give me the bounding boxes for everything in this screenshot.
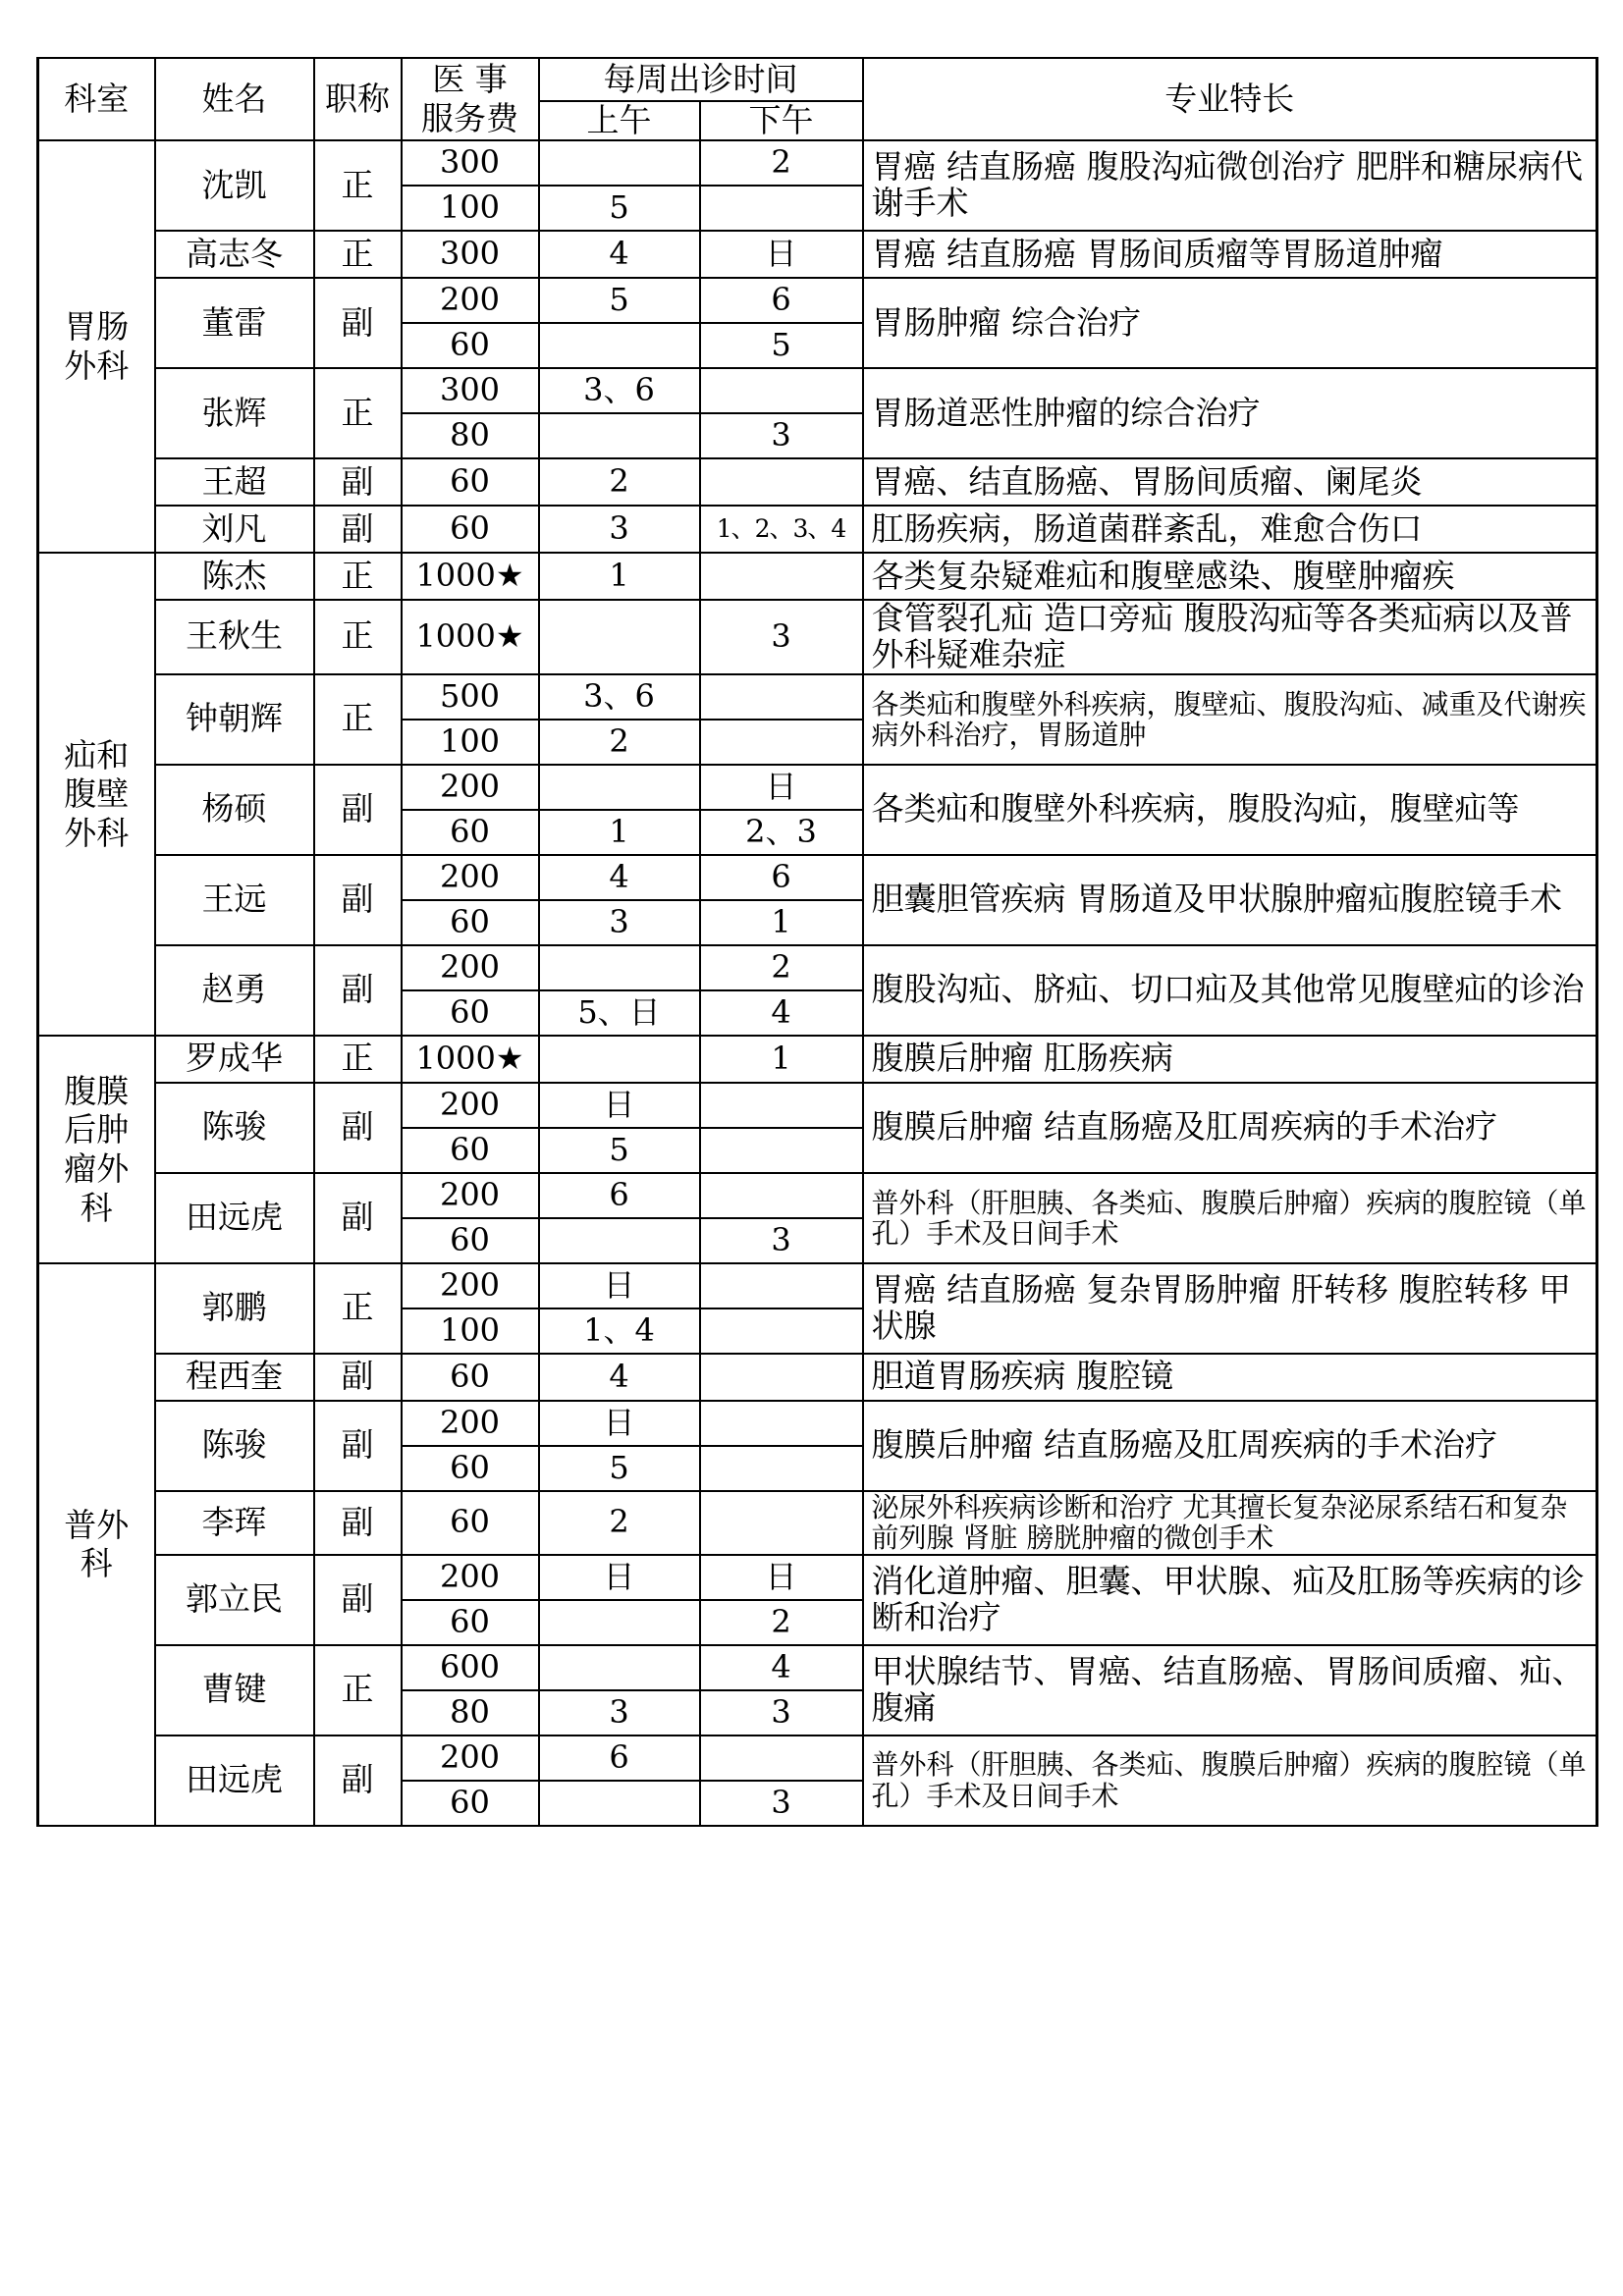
doctor-specialty: 胃癌 结直肠癌 复杂胃肠肿瘤 肝转移 腹腔转移 甲状腺: [863, 1263, 1597, 1354]
service-fee: 300: [402, 368, 539, 413]
doctor-name: 王超: [155, 458, 314, 506]
header-row-1: [38, 58, 1597, 101]
table-row: [38, 1491, 1597, 1555]
morning-days: 3: [539, 900, 700, 945]
clinic-schedule-table: [36, 57, 1598, 1827]
table-row: [38, 231, 1597, 278]
doctor-title: 正: [314, 231, 402, 278]
service-fee: 60: [402, 810, 539, 855]
doctor-specialty: 腹股沟疝、脐疝、切口疝及其他常见腹壁疝的诊治: [863, 945, 1597, 1036]
doctor-name: 杨硕: [155, 765, 314, 855]
doctor-name: 陈杰: [155, 553, 314, 600]
morning-days: 6: [539, 1735, 700, 1781]
header-specialty: 专业特长: [863, 58, 1597, 140]
service-fee: 200: [402, 765, 539, 810]
morning-days: [539, 1218, 700, 1263]
table-row: [38, 1555, 1597, 1600]
doctor-name: 曹键: [155, 1645, 314, 1735]
afternoon-days: 5: [700, 323, 863, 368]
morning-days: 4: [539, 1354, 700, 1401]
afternoon-days: 3: [700, 600, 863, 674]
doctor-title: 副: [314, 1083, 402, 1173]
doctor-specialty: 食管裂孔疝 造口旁疝 腹股沟疝等各类疝病以及普外科疑难杂症: [863, 600, 1597, 674]
morning-days: [539, 413, 700, 458]
service-fee: 80: [402, 1690, 539, 1735]
morning-days: [539, 945, 700, 990]
afternoon-days: [700, 1491, 863, 1555]
doctor-title: 副: [314, 1491, 402, 1555]
table-row: [38, 855, 1597, 900]
doctor-specialty: 各类复杂疑难疝和腹壁感染、腹壁肿瘤疾: [863, 553, 1597, 600]
service-fee: 200: [402, 1263, 539, 1308]
service-fee: 60: [402, 1600, 539, 1645]
doctor-name: 李珲: [155, 1491, 314, 1555]
department-name: 疝和 腹壁 外科: [38, 553, 155, 1036]
morning-days: [539, 1600, 700, 1645]
table-row: [38, 600, 1597, 674]
morning-days: 3: [539, 506, 700, 553]
doctor-title: 副: [314, 278, 402, 368]
afternoon-days: 日: [700, 1555, 863, 1600]
service-fee: 200: [402, 1401, 539, 1446]
morning-days: 4: [539, 855, 700, 900]
morning-days: 5、日: [539, 990, 700, 1036]
doctor-specialty: 腹膜后肿瘤 结直肠癌及肛周疾病的手术治疗: [863, 1083, 1597, 1173]
doctor-title: 正: [314, 1263, 402, 1354]
afternoon-days: [700, 1308, 863, 1354]
doctor-title: 副: [314, 1173, 402, 1263]
afternoon-days: [700, 674, 863, 720]
doctor-name: 田远虎: [155, 1173, 314, 1263]
doctor-name: 王远: [155, 855, 314, 945]
service-fee: 200: [402, 945, 539, 990]
afternoon-days: [700, 553, 863, 600]
service-fee: 60: [402, 1128, 539, 1173]
doctor-title: 副: [314, 1401, 402, 1491]
morning-days: [539, 323, 700, 368]
morning-days: 4: [539, 231, 700, 278]
doctor-title: 副: [314, 945, 402, 1036]
department-name: 普外 科: [38, 1263, 155, 1826]
doctor-specialty: 胃癌 结直肠癌 腹股沟疝微创治疗 肥胖和糖尿病代谢手术: [863, 140, 1597, 231]
doctor-name: 沈凯: [155, 140, 314, 231]
morning-days: 6: [539, 1173, 700, 1218]
afternoon-days: [700, 1083, 863, 1128]
morning-days: 3、6: [539, 674, 700, 720]
table-row: [38, 458, 1597, 506]
doctor-title: 副: [314, 506, 402, 553]
morning-days: 1: [539, 553, 700, 600]
doctor-title: 正: [314, 600, 402, 674]
service-fee: 200: [402, 1173, 539, 1218]
morning-days: 1: [539, 810, 700, 855]
service-fee: 60: [402, 323, 539, 368]
table-row: [38, 1645, 1597, 1690]
doctor-title: 副: [314, 1354, 402, 1401]
header-title: 职称: [314, 58, 402, 140]
header-weekly-hours: 每周出诊时间: [539, 58, 863, 101]
afternoon-days: [700, 368, 863, 413]
department-name: 腹膜 后肿 瘤外 科: [38, 1036, 155, 1263]
doctor-specialty: 各类疝和腹壁外科疾病，腹壁疝、腹股沟疝、减重及代谢疾病外科治疗，胃肠道肿: [863, 674, 1597, 765]
morning-days: 2: [539, 458, 700, 506]
afternoon-days: 1、2、3、4: [700, 506, 863, 553]
doctor-name: 罗成华: [155, 1036, 314, 1083]
service-fee: 60: [402, 1354, 539, 1401]
service-fee: 60: [402, 1446, 539, 1491]
service-fee: 500: [402, 674, 539, 720]
morning-days: [539, 600, 700, 674]
morning-days: [539, 1036, 700, 1083]
afternoon-days: [700, 1354, 863, 1401]
doctor-specialty: 胃癌 结直肠癌 胃肠间质瘤等胃肠道肿瘤: [863, 231, 1597, 278]
afternoon-days: 2: [700, 945, 863, 990]
doctor-title: 副: [314, 855, 402, 945]
doctor-title: 正: [314, 1645, 402, 1735]
service-fee: 1000★: [402, 1036, 539, 1083]
morning-days: [539, 765, 700, 810]
doctor-name: 程西奎: [155, 1354, 314, 1401]
table-row: [38, 140, 1597, 186]
morning-days: 5: [539, 278, 700, 323]
doctor-name: 高志冬: [155, 231, 314, 278]
schedule-body: [38, 140, 1597, 1826]
doctor-specialty: 腹膜后肿瘤 结直肠癌及肛周疾病的手术治疗: [863, 1401, 1597, 1491]
morning-days: 3、6: [539, 368, 700, 413]
doctor-name: 刘凡: [155, 506, 314, 553]
service-fee: 1000★: [402, 600, 539, 674]
table-row: [38, 1354, 1597, 1401]
doctor-title: 副: [314, 1555, 402, 1645]
afternoon-days: 日: [700, 765, 863, 810]
morning-days: [539, 1781, 700, 1826]
service-fee: 200: [402, 1083, 539, 1128]
doctor-specialty: 泌尿外科疾病诊断和治疗 尤其擅长复杂泌尿系结石和复杂前列腺 肾脏 膀胱肿瘤的微创手术: [863, 1491, 1597, 1555]
doctor-name: 王秋生: [155, 600, 314, 674]
service-fee: 1000★: [402, 553, 539, 600]
morning-days: [539, 1645, 700, 1690]
doctor-name: 钟朝辉: [155, 674, 314, 765]
table-row: [38, 1401, 1597, 1446]
afternoon-days: 日: [700, 231, 863, 278]
afternoon-days: [700, 1446, 863, 1491]
doctor-name: 张辉: [155, 368, 314, 458]
morning-days: 5: [539, 1446, 700, 1491]
header-dept: 科室: [38, 58, 155, 140]
doctor-specialty: 胆道胃肠疾病 腹腔镜: [863, 1354, 1597, 1401]
afternoon-days: [700, 1735, 863, 1781]
afternoon-days: [700, 1173, 863, 1218]
afternoon-days: 1: [700, 900, 863, 945]
doctor-specialty: 消化道肿瘤、胆囊、甲状腺、疝及肛肠等疾病的诊断和治疗: [863, 1555, 1597, 1645]
table-row: [38, 674, 1597, 720]
morning-days: 1、4: [539, 1308, 700, 1354]
doctor-specialty: 胃肠道恶性肿瘤的综合治疗: [863, 368, 1597, 458]
doctor-title: 正: [314, 1036, 402, 1083]
service-fee: 100: [402, 1308, 539, 1354]
afternoon-days: [700, 1128, 863, 1173]
service-fee: 200: [402, 278, 539, 323]
service-fee: 60: [402, 990, 539, 1036]
doctor-specialty: 腹膜后肿瘤 肛肠疾病: [863, 1036, 1597, 1083]
morning-days: 日: [539, 1401, 700, 1446]
doctor-name: 陈骏: [155, 1083, 314, 1173]
table-row: [38, 1263, 1597, 1308]
afternoon-days: 6: [700, 278, 863, 323]
afternoon-days: 1: [700, 1036, 863, 1083]
header-am: 上午: [539, 101, 700, 140]
afternoon-days: 3: [700, 413, 863, 458]
afternoon-days: 3: [700, 1781, 863, 1826]
afternoon-days: 3: [700, 1690, 863, 1735]
service-fee: 200: [402, 1735, 539, 1781]
doctor-title: 副: [314, 458, 402, 506]
service-fee: 300: [402, 140, 539, 186]
table-row: [38, 1173, 1597, 1218]
doctor-specialty: 甲状腺结节、胃癌、结直肠癌、胃肠间质瘤、疝、腹痛: [863, 1645, 1597, 1735]
service-fee: 60: [402, 900, 539, 945]
doctor-specialty: 肛肠疾病，肠道菌群紊乱，难愈合伤口: [863, 506, 1597, 553]
service-fee: 80: [402, 413, 539, 458]
doctor-title: 正: [314, 368, 402, 458]
afternoon-days: [700, 1401, 863, 1446]
afternoon-days: 3: [700, 1218, 863, 1263]
table-row: [38, 1083, 1597, 1128]
service-fee: 60: [402, 458, 539, 506]
header-fee: 医 事 服务费: [402, 58, 539, 140]
afternoon-days: 4: [700, 1645, 863, 1690]
afternoon-days: 2: [700, 140, 863, 186]
afternoon-days: [700, 720, 863, 765]
doctor-specialty: 各类疝和腹壁外科疾病，腹股沟疝，腹壁疝等: [863, 765, 1597, 855]
afternoon-days: 4: [700, 990, 863, 1036]
doctor-title: 正: [314, 674, 402, 765]
service-fee: 100: [402, 720, 539, 765]
doctor-title: 副: [314, 765, 402, 855]
service-fee: 60: [402, 1781, 539, 1826]
morning-days: 3: [539, 1690, 700, 1735]
doctor-name: 赵勇: [155, 945, 314, 1036]
doctor-specialty: 普外科（肝胆胰、各类疝、腹膜后肿瘤）疾病的腹腔镜（单孔）手术及日间手术: [863, 1173, 1597, 1263]
service-fee: 60: [402, 506, 539, 553]
morning-days: 2: [539, 1491, 700, 1555]
service-fee: 600: [402, 1645, 539, 1690]
service-fee: 60: [402, 1218, 539, 1263]
doctor-name: 郭鹏: [155, 1263, 314, 1354]
service-fee: 200: [402, 855, 539, 900]
doctor-name: 郭立民: [155, 1555, 314, 1645]
doctor-specialty: 胃癌、结直肠癌、胃肠间质瘤、阑尾炎: [863, 458, 1597, 506]
doctor-specialty: 胃肠肿瘤 综合治疗: [863, 278, 1597, 368]
doctor-title: 副: [314, 1735, 402, 1826]
table-row: [38, 368, 1597, 413]
morning-days: 日: [539, 1263, 700, 1308]
morning-days: [539, 140, 700, 186]
table-row: [38, 765, 1597, 810]
afternoon-days: 6: [700, 855, 863, 900]
service-fee: 300: [402, 231, 539, 278]
header-name: 姓名: [155, 58, 314, 140]
table-row: [38, 945, 1597, 990]
doctor-name: 董雷: [155, 278, 314, 368]
morning-days: 日: [539, 1555, 700, 1600]
table-row: [38, 1036, 1597, 1083]
doctor-title: 正: [314, 553, 402, 600]
doctor-specialty: 普外科（肝胆胰、各类疝、腹膜后肿瘤）疾病的腹腔镜（单孔）手术及日间手术: [863, 1735, 1597, 1826]
doctor-name: 陈骏: [155, 1401, 314, 1491]
table-row: [38, 506, 1597, 553]
afternoon-days: [700, 458, 863, 506]
morning-days: 5: [539, 1128, 700, 1173]
morning-days: 日: [539, 1083, 700, 1128]
morning-days: 5: [539, 186, 700, 231]
afternoon-days: [700, 1263, 863, 1308]
service-fee: 100: [402, 186, 539, 231]
table-row: [38, 553, 1597, 600]
service-fee: 60: [402, 1491, 539, 1555]
doctor-title: 正: [314, 140, 402, 231]
department-name: 胃肠 外科: [38, 140, 155, 553]
table-row: [38, 278, 1597, 323]
header-pm: 下午: [700, 101, 863, 140]
doctor-name: 田远虎: [155, 1735, 314, 1826]
doctor-specialty: 胆囊胆管疾病 胃肠道及甲状腺肿瘤疝腹腔镜手术: [863, 855, 1597, 945]
service-fee: 200: [402, 1555, 539, 1600]
afternoon-days: 2、3: [700, 810, 863, 855]
table-row: [38, 1735, 1597, 1781]
afternoon-days: 2: [700, 1600, 863, 1645]
afternoon-days: [700, 186, 863, 231]
morning-days: 2: [539, 720, 700, 765]
